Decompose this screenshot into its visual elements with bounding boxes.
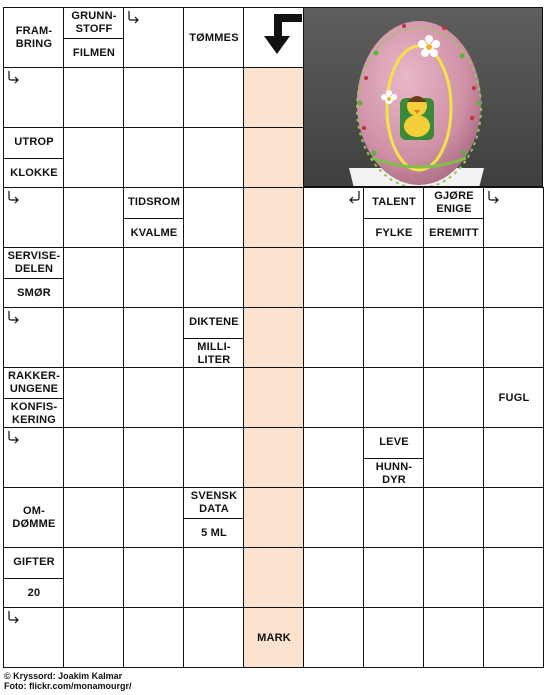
grid-cell-r7-c7[interactable] <box>363 367 424 428</box>
grid-cell-r6-c9[interactable] <box>483 307 544 368</box>
grid-cell-r7-c8[interactable] <box>423 367 484 428</box>
grid-cell-r8-c1[interactable] <box>3 427 64 488</box>
clue-hunndyr: HUNN- DYR <box>364 458 424 488</box>
grid-cell-r5-c8[interactable] <box>423 247 484 308</box>
grid-cell-r8-c5[interactable] <box>243 427 304 488</box>
clue-konfiskering: KONFIS- KERING <box>4 398 64 428</box>
grid-cell-r6-c2[interactable] <box>63 307 124 368</box>
clue-mark: MARK <box>257 631 291 644</box>
grid-cell-r10-c1 <box>3 547 64 608</box>
clue-tjue: 20 <box>4 578 64 608</box>
grid-cell-r7-c6[interactable] <box>303 367 364 428</box>
grid-cell-r5-c6[interactable] <box>303 247 364 308</box>
grid-cell-r6-c1[interactable] <box>3 307 64 368</box>
clue-eremitt: EREMITT <box>424 218 484 248</box>
clue-grunnstoff: GRUNN- STOFF <box>71 9 117 35</box>
clue-utrop: UTROP <box>14 136 54 149</box>
grid-cell-r6-c3[interactable] <box>123 307 184 368</box>
grid-cell-r1-c2 <box>63 7 124 68</box>
clue-servisedelen: SERVISE- DELEN <box>7 249 61 275</box>
clue-rakkerungene: RAKKER- UNGENE <box>7 369 61 395</box>
grid-cell-r7-c5[interactable] <box>243 367 304 428</box>
grid-cell-r4-c2[interactable] <box>63 187 124 248</box>
grid-cell-r8-c6[interactable] <box>303 427 364 488</box>
clue-leve: LEVE <box>379 436 409 449</box>
grid-cell-r11-c7[interactable] <box>363 607 424 668</box>
grid-cell-r6-c4 <box>183 307 244 368</box>
grid-cell-r10-c5[interactable] <box>243 547 304 608</box>
grid-cell-r3-c1 <box>3 127 64 188</box>
grid-cell-r8-c9[interactable] <box>483 427 544 488</box>
arrow-grunnstoff-icon <box>126 10 140 24</box>
grid-cell-r5-c2[interactable] <box>63 247 124 308</box>
grid-cell-r8-c4[interactable] <box>183 427 244 488</box>
arrow-row6-icon <box>6 310 20 324</box>
grid-cell-r3-c5[interactable] <box>243 127 304 188</box>
arrow-row8-icon <box>6 430 20 444</box>
grid-cell-r9-c9[interactable] <box>483 487 544 548</box>
clue-gjore-enige: GJØRE ENIGE <box>434 189 474 215</box>
grid-cell-r3-c2[interactable] <box>63 127 124 188</box>
grid-cell-r5-c4[interactable] <box>183 247 244 308</box>
clue-fugl: FUGL <box>498 391 530 404</box>
clue-fram-bring: FRAM- BRING <box>15 25 53 50</box>
grid-cell-r9-c1 <box>3 487 64 548</box>
grid-cell-r4-c4[interactable] <box>183 187 244 248</box>
crossword-grid <box>3 7 543 667</box>
grid-cell-r3-c4[interactable] <box>183 127 244 188</box>
grid-cell-r8-c8[interactable] <box>423 427 484 488</box>
grid-cell-r9-c6[interactable] <box>303 487 364 548</box>
arrow-gjore-enige-icon <box>486 190 500 204</box>
grid-cell-r3-c3[interactable] <box>123 127 184 188</box>
grid-cell-r9-c5[interactable] <box>243 487 304 548</box>
grid-cell-r2-c1[interactable] <box>3 67 64 128</box>
grid-cell-r9-c3[interactable] <box>123 487 184 548</box>
grid-cell-r9-c7[interactable] <box>363 487 424 548</box>
grid-cell-r10-c7[interactable] <box>363 547 424 608</box>
arrow-row11-icon <box>6 610 20 624</box>
clue-omdomme: OM- DØMME <box>12 505 56 530</box>
grid-cell-r11-c9[interactable] <box>483 607 544 668</box>
credit-author: © Kryssord: Joakim Kalmar <box>4 671 123 681</box>
clue-talent: TALENT <box>372 196 416 209</box>
grid-cell-r10-c6[interactable] <box>303 547 364 608</box>
grid-cell-r4-c8 <box>423 187 484 248</box>
grid-cell-r7-c9 <box>483 367 544 428</box>
clue-tidsrom: TIDSROM <box>127 196 181 209</box>
grid-cell-r1-c3[interactable] <box>123 7 184 68</box>
grid-cell-r11-c3[interactable] <box>123 607 184 668</box>
grid-cell-r8-c3[interactable] <box>123 427 184 488</box>
grid-cell-r2-c5[interactable] <box>243 67 304 128</box>
grid-cell-r5-c1 <box>3 247 64 308</box>
grid-cell-r11-c2[interactable] <box>63 607 124 668</box>
grid-cell-r5-c7[interactable] <box>363 247 424 308</box>
credits <box>4 671 132 691</box>
clue-gifter: GIFTER <box>13 556 55 569</box>
grid-cell-r1-c1 <box>3 7 64 68</box>
clue-milliliter: MILLI- LITER <box>184 338 244 368</box>
grid-cell-r2-c4[interactable] <box>183 67 244 128</box>
grid-cell-r4-c9[interactable] <box>483 187 544 248</box>
grid-cell-r7-c4[interactable] <box>183 367 244 428</box>
clue-filmen: FILMEN <box>64 38 124 68</box>
grid-cell-r8-c7 <box>363 427 424 488</box>
clue-svensk-data: SVENSK DATA <box>190 489 238 515</box>
grid-cell-r9-c8[interactable] <box>423 487 484 548</box>
grid-cell-r10-c3[interactable] <box>123 547 184 608</box>
clue-klokke: KLOKKE <box>4 158 64 188</box>
arrow-fram-bring-icon <box>6 70 20 84</box>
grid-cell-r11-c1[interactable] <box>3 607 64 668</box>
grid-cell-r4-c3 <box>123 187 184 248</box>
grid-cell-r5-c5[interactable] <box>243 247 304 308</box>
grid-cell-r4-c5[interactable] <box>243 187 304 248</box>
grid-cell-r11-c5 <box>243 607 304 668</box>
grid-cell-r2-c3[interactable] <box>123 67 184 128</box>
grid-cell-r6-c7[interactable] <box>363 307 424 368</box>
grid-cell-r11-c8[interactable] <box>423 607 484 668</box>
grid-cell-r4-c1[interactable] <box>3 187 64 248</box>
grid-cell-r6-c6[interactable] <box>303 307 364 368</box>
grid-cell-r11-c6[interactable] <box>303 607 364 668</box>
grid-cell-r9-c4 <box>183 487 244 548</box>
grid-cell-r7-c2[interactable] <box>63 367 124 428</box>
clue-smor: SMØR <box>4 278 64 308</box>
grid-cell-r10-c2[interactable] <box>63 547 124 608</box>
grid-cell-r8-c2[interactable] <box>63 427 124 488</box>
clue-fylke: FYLKE <box>364 218 424 248</box>
clue-kvalme: KVALME <box>124 218 184 248</box>
big-down-arrow-icon <box>244 8 304 68</box>
grid-cell-r10-c8[interactable] <box>423 547 484 608</box>
grid-cell-r4-c6[interactable] <box>303 187 364 248</box>
arrow-talent-icon <box>348 190 362 204</box>
grid-cell-r10-c4[interactable] <box>183 547 244 608</box>
grid-cell-r9-c2[interactable] <box>63 487 124 548</box>
grid-cell-r1-c5[interactable] <box>243 7 304 68</box>
clue-tommes: TØMMES <box>189 31 239 44</box>
grid-cell-r10-c9[interactable] <box>483 547 544 608</box>
grid-cell-r6-c8[interactable] <box>423 307 484 368</box>
pink-easter-egg-photo <box>303 7 543 187</box>
clue-fem-ml: 5 ML <box>184 518 244 548</box>
credit-photo: Foto: flickr.com/monamourgr/ <box>4 681 132 691</box>
arrow-row4-icon <box>6 190 20 204</box>
grid-cell-r1-c4 <box>183 7 244 68</box>
grid-cell-r6-c5[interactable] <box>243 307 304 368</box>
grid-cell-r5-c3[interactable] <box>123 247 184 308</box>
grid-cell-r7-c3[interactable] <box>123 367 184 428</box>
clue-diktene: DIKTENE <box>189 316 239 329</box>
grid-cell-r2-c2[interactable] <box>63 67 124 128</box>
grid-cell-r5-c9[interactable] <box>483 247 544 308</box>
grid-cell-r4-c7 <box>363 187 424 248</box>
grid-cell-r7-c1 <box>3 367 64 428</box>
grid-cell-r11-c4[interactable] <box>183 607 244 668</box>
